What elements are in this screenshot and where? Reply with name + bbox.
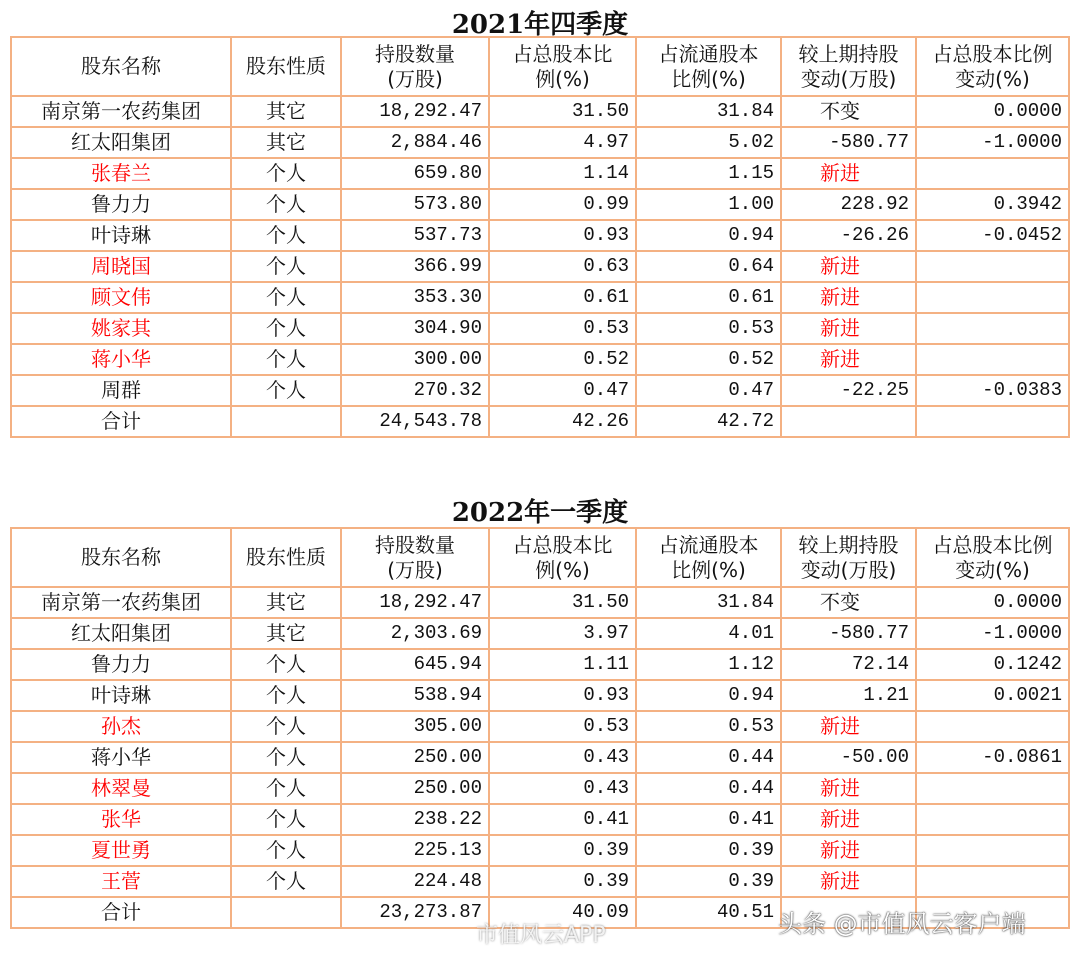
- change-cell: -22.25: [781, 375, 916, 406]
- change-cell: 新进: [781, 282, 916, 313]
- float-pct-cell: 1.15: [636, 158, 781, 189]
- name-cell: 鲁力力: [11, 649, 231, 680]
- change-pct-cell: 0.0000: [916, 96, 1069, 127]
- column-header: 占总股本比 例(%): [489, 528, 636, 587]
- shares-cell: 238.22: [341, 804, 489, 835]
- change-cell: 1.21: [781, 680, 916, 711]
- type-cell: [231, 406, 341, 437]
- column-header: 股东性质: [231, 528, 341, 587]
- total-pct-cell: 1.11: [489, 649, 636, 680]
- type-cell: 其它: [231, 618, 341, 649]
- change-cell: 新进: [781, 158, 916, 189]
- float-pct-cell: 0.47: [636, 375, 781, 406]
- name-cell: 合计: [11, 406, 231, 437]
- shares-cell: 353.30: [341, 282, 489, 313]
- shareholders-table-2022q1: [10, 527, 1070, 929]
- shares-cell: 645.94: [341, 649, 489, 680]
- shares-cell: 366.99: [341, 251, 489, 282]
- name-cell: 叶诗琳: [11, 680, 231, 711]
- change-cell: 72.14: [781, 649, 916, 680]
- type-cell: 个人: [231, 282, 341, 313]
- name-cell: 南京第一农药集团: [11, 587, 231, 618]
- name-cell: 周晓国: [11, 251, 231, 282]
- change-pct-cell: -0.0383: [916, 375, 1069, 406]
- name-cell: 林翠曼: [11, 773, 231, 804]
- shares-cell: 537.73: [341, 220, 489, 251]
- name-cell: 周群: [11, 375, 231, 406]
- change-pct-cell: -0.0861: [916, 742, 1069, 773]
- change-pct-cell: [916, 251, 1069, 282]
- column-header: 持股数量 (万股): [341, 37, 489, 96]
- shares-cell: 538.94: [341, 680, 489, 711]
- total-pct-cell: 0.52: [489, 344, 636, 375]
- shares-cell: 250.00: [341, 742, 489, 773]
- float-pct-cell: 5.02: [636, 127, 781, 158]
- column-header: 股东名称: [11, 528, 231, 587]
- change-cell: 不变: [781, 96, 916, 127]
- float-pct-cell: 1.00: [636, 189, 781, 220]
- table-row: [11, 835, 1069, 866]
- column-header: 占总股本比 例(%): [489, 37, 636, 96]
- table-row: [11, 773, 1069, 804]
- type-cell: 个人: [231, 189, 341, 220]
- float-pct-cell: 0.94: [636, 220, 781, 251]
- type-cell: 其它: [231, 127, 341, 158]
- type-cell: 个人: [231, 220, 341, 251]
- shares-cell: 305.00: [341, 711, 489, 742]
- change-pct-cell: 0.3942: [916, 189, 1069, 220]
- shares-cell: 225.13: [341, 835, 489, 866]
- table-row: [11, 220, 1069, 251]
- change-pct-cell: [916, 835, 1069, 866]
- table-row: [11, 618, 1069, 649]
- change-cell: [781, 406, 916, 437]
- type-cell: 个人: [231, 344, 341, 375]
- name-cell: 鲁力力: [11, 189, 231, 220]
- shares-cell: 24,543.78: [341, 406, 489, 437]
- column-header: 股东名称: [11, 37, 231, 96]
- change-pct-cell: [916, 313, 1069, 344]
- name-cell: 姚家其: [11, 313, 231, 344]
- total-pct-cell: 0.53: [489, 711, 636, 742]
- shares-cell: 224.48: [341, 866, 489, 897]
- name-cell: 孙杰: [11, 711, 231, 742]
- change-pct-cell: [916, 158, 1069, 189]
- change-pct-cell: [916, 344, 1069, 375]
- shares-cell: 2,303.69: [341, 618, 489, 649]
- total-pct-cell: 3.97: [489, 618, 636, 649]
- table-row: [11, 282, 1069, 313]
- type-cell: 个人: [231, 742, 341, 773]
- change-pct-cell: -1.0000: [916, 618, 1069, 649]
- float-pct-cell: 0.52: [636, 344, 781, 375]
- total-pct-cell: 0.53: [489, 313, 636, 344]
- type-cell: 其它: [231, 96, 341, 127]
- total-pct-cell: 0.43: [489, 773, 636, 804]
- float-pct-cell: 0.39: [636, 835, 781, 866]
- float-pct-cell: 31.84: [636, 96, 781, 127]
- type-cell: 个人: [231, 711, 341, 742]
- change-cell: 新进: [781, 251, 916, 282]
- float-pct-cell: 0.94: [636, 680, 781, 711]
- name-cell: 张春兰: [11, 158, 231, 189]
- float-pct-cell: 40.51: [636, 897, 781, 928]
- shares-cell: 18,292.47: [341, 96, 489, 127]
- table-row: [11, 587, 1069, 618]
- shares-cell: 250.00: [341, 773, 489, 804]
- change-cell: -580.77: [781, 618, 916, 649]
- table-row: [11, 680, 1069, 711]
- type-cell: 其它: [231, 587, 341, 618]
- table-row: [11, 189, 1069, 220]
- table-row: [11, 804, 1069, 835]
- column-header: 较上期持股 变动(万股): [781, 528, 916, 587]
- column-header: 较上期持股 变动(万股): [781, 37, 916, 96]
- type-cell: 个人: [231, 158, 341, 189]
- name-cell: 张华: [11, 804, 231, 835]
- change-pct-cell: -1.0000: [916, 127, 1069, 158]
- name-cell: 红太阳集团: [11, 127, 231, 158]
- change-pct-cell: [916, 804, 1069, 835]
- weibo-watermark: 市值风云APP: [476, 923, 606, 948]
- total-pct-cell: 0.47: [489, 375, 636, 406]
- float-pct-cell: 42.72: [636, 406, 781, 437]
- type-cell: 个人: [231, 773, 341, 804]
- shareholders-table-2021q4: [10, 36, 1070, 438]
- float-pct-cell: 0.39: [636, 866, 781, 897]
- change-pct-cell: [916, 406, 1069, 437]
- total-pct-cell: 31.50: [489, 587, 636, 618]
- name-cell: 蒋小华: [11, 344, 231, 375]
- total-pct-cell: 1.14: [489, 158, 636, 189]
- name-cell: 夏世勇: [11, 835, 231, 866]
- total-pct-cell: 0.99: [489, 189, 636, 220]
- change-pct-cell: 0.1242: [916, 649, 1069, 680]
- column-header: 持股数量 (万股): [341, 528, 489, 587]
- table-row: [11, 649, 1069, 680]
- table-row: [11, 313, 1069, 344]
- table-title-2021q4: 2021年四季度: [451, 10, 629, 40]
- name-cell: 蒋小华: [11, 742, 231, 773]
- change-pct-cell: 0.0000: [916, 587, 1069, 618]
- float-pct-cell: 0.64: [636, 251, 781, 282]
- shares-cell: 659.80: [341, 158, 489, 189]
- toutiao-watermark: 头条 @市值风云客户端: [778, 910, 1026, 938]
- change-cell: -580.77: [781, 127, 916, 158]
- total-pct-cell: 0.39: [489, 866, 636, 897]
- type-cell: 个人: [231, 313, 341, 344]
- column-header: 占总股本比例 变动(%): [916, 37, 1069, 96]
- change-cell: -26.26: [781, 220, 916, 251]
- type-cell: 个人: [231, 835, 341, 866]
- float-pct-cell: 0.44: [636, 773, 781, 804]
- type-cell: 个人: [231, 804, 341, 835]
- table-row: [11, 711, 1069, 742]
- change-cell: 新进: [781, 773, 916, 804]
- column-header: 股东性质: [231, 37, 341, 96]
- total-pct-cell: 0.43: [489, 742, 636, 773]
- shares-cell: 18,292.47: [341, 587, 489, 618]
- float-pct-cell: 31.84: [636, 587, 781, 618]
- change-pct-cell: [916, 711, 1069, 742]
- total-pct-cell: 4.97: [489, 127, 636, 158]
- table-row: [11, 251, 1069, 282]
- type-cell: 个人: [231, 251, 341, 282]
- change-cell: 228.92: [781, 189, 916, 220]
- shares-cell: 270.32: [341, 375, 489, 406]
- column-header: 占流通股本 比例(%): [636, 528, 781, 587]
- type-cell: 个人: [231, 680, 341, 711]
- total-row: [11, 406, 1069, 437]
- shares-cell: 304.90: [341, 313, 489, 344]
- total-pct-cell: 40.09: [489, 897, 636, 928]
- float-pct-cell: 0.41: [636, 804, 781, 835]
- shares-cell: 23,273.87: [341, 897, 489, 928]
- name-cell: 顾文伟: [11, 282, 231, 313]
- change-pct-cell: [916, 282, 1069, 313]
- shares-cell: 2,884.46: [341, 127, 489, 158]
- float-pct-cell: 4.01: [636, 618, 781, 649]
- shares-cell: 573.80: [341, 189, 489, 220]
- table-row: [11, 127, 1069, 158]
- total-pct-cell: 0.39: [489, 835, 636, 866]
- total-pct-cell: 31.50: [489, 96, 636, 127]
- change-cell: 新进: [781, 313, 916, 344]
- float-pct-cell: 0.53: [636, 711, 781, 742]
- total-pct-cell: 0.63: [489, 251, 636, 282]
- table-title-2022q1: 2022年一季度: [451, 498, 629, 528]
- header-row: [11, 37, 1069, 96]
- change-cell: -50.00: [781, 742, 916, 773]
- table-row: [11, 158, 1069, 189]
- change-cell: 新进: [781, 835, 916, 866]
- header-row: [11, 528, 1069, 587]
- change-pct-cell: [916, 773, 1069, 804]
- change-cell: 新进: [781, 344, 916, 375]
- total-pct-cell: 0.61: [489, 282, 636, 313]
- shares-cell: 300.00: [341, 344, 489, 375]
- change-cell: 不变: [781, 587, 916, 618]
- change-pct-cell: [916, 866, 1069, 897]
- table-row: [11, 866, 1069, 897]
- change-pct-cell: 0.0021: [916, 680, 1069, 711]
- table-row: [11, 742, 1069, 773]
- change-cell: 新进: [781, 711, 916, 742]
- total-pct-cell: 0.41: [489, 804, 636, 835]
- table-row: [11, 375, 1069, 406]
- float-pct-cell: 0.53: [636, 313, 781, 344]
- change-pct-cell: -0.0452: [916, 220, 1069, 251]
- name-cell: 王菅: [11, 866, 231, 897]
- type-cell: [231, 897, 341, 928]
- change-cell: 新进: [781, 866, 916, 897]
- type-cell: 个人: [231, 649, 341, 680]
- total-pct-cell: 42.26: [489, 406, 636, 437]
- float-pct-cell: 0.44: [636, 742, 781, 773]
- name-cell: 叶诗琳: [11, 220, 231, 251]
- type-cell: 个人: [231, 866, 341, 897]
- float-pct-cell: 1.12: [636, 649, 781, 680]
- column-header: 占总股本比例 变动(%): [916, 528, 1069, 587]
- total-pct-cell: 0.93: [489, 220, 636, 251]
- float-pct-cell: 0.61: [636, 282, 781, 313]
- name-cell: 红太阳集团: [11, 618, 231, 649]
- name-cell: 南京第一农药集团: [11, 96, 231, 127]
- column-header: 占流通股本 比例(%): [636, 37, 781, 96]
- type-cell: 个人: [231, 375, 341, 406]
- change-cell: 新进: [781, 804, 916, 835]
- total-pct-cell: 0.93: [489, 680, 636, 711]
- name-cell: 合计: [11, 897, 231, 928]
- table-row: [11, 344, 1069, 375]
- table-row: [11, 96, 1069, 127]
